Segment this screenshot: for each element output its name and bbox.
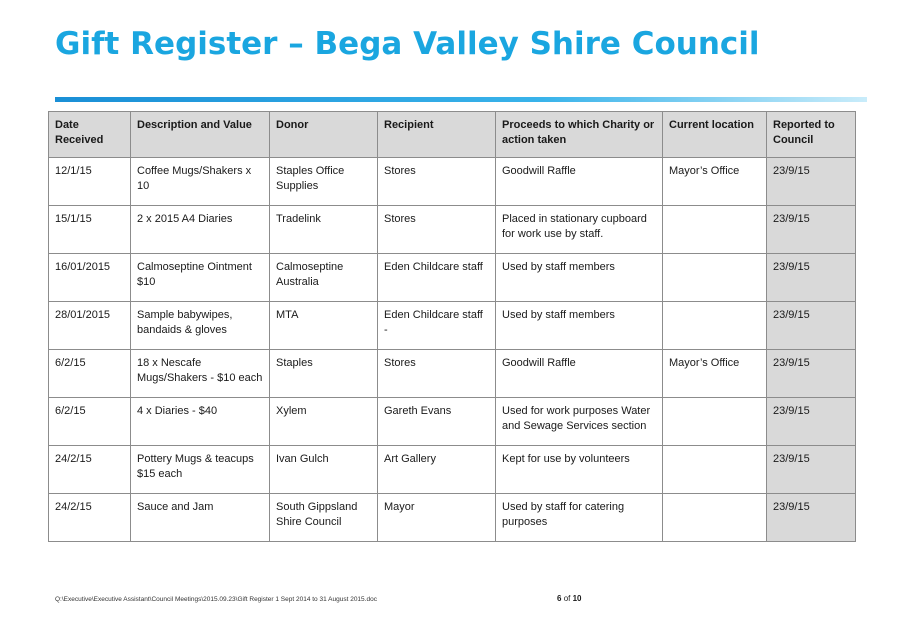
cell-proceeds-action — [496, 446, 663, 494]
cell-text: 23/9/15 — [773, 261, 810, 273]
cell-text: 28/01/2015 — [55, 309, 111, 321]
cell-date-received — [49, 398, 131, 446]
cell-description-and-value — [131, 398, 270, 446]
cell-text: 2 x 2015 A4 Diaries — [137, 213, 233, 225]
cell-text: Tradelink — [276, 213, 321, 225]
table-header-row — [49, 112, 856, 158]
cell-proceeds-action — [496, 494, 663, 542]
cell-text: 23/9/15 — [773, 309, 810, 321]
column-header-text: Date — [55, 119, 79, 131]
cell-text: Mayor’s Office — [669, 357, 740, 369]
table-row — [49, 350, 856, 398]
cell-date-received — [49, 158, 131, 206]
cell-text: Calmoseptine — [276, 261, 344, 273]
column-header-text: Recipient — [384, 119, 434, 131]
cell-text: Supplies — [276, 180, 319, 192]
page-total: 10 — [572, 594, 582, 603]
cell-text: 18 x Nescafe — [137, 357, 202, 369]
column-header-text: action taken — [502, 134, 567, 146]
cell-text: and Sewage Services section — [502, 420, 647, 432]
column-header-text: Received — [55, 134, 104, 146]
cell-text: Kept for use by volunteers — [502, 453, 630, 465]
cell-text: $15 each — [137, 468, 183, 480]
cell-recipient — [378, 350, 496, 398]
cell-text: Used by staff members — [502, 261, 615, 273]
cell-text: Pottery Mugs & teacups — [137, 453, 254, 465]
cell-current-location — [663, 494, 767, 542]
cell-recipient — [378, 302, 496, 350]
cell-text: Goodwill Raffle — [502, 165, 576, 177]
cell-text: purposes — [502, 516, 548, 528]
cell-date-received — [49, 494, 131, 542]
cell-description-and-value — [131, 446, 270, 494]
cell-text: Staples — [276, 357, 313, 369]
column-header-text: Proceeds to which Charity or — [502, 119, 655, 131]
cell-text: 16/01/2015 — [55, 261, 111, 273]
cell-description-and-value — [131, 350, 270, 398]
cell-donor — [270, 206, 378, 254]
cell-text: 23/9/15 — [773, 357, 810, 369]
cell-donor — [270, 350, 378, 398]
cell-recipient — [378, 254, 496, 302]
cell-current-location — [663, 398, 767, 446]
cell-text: Mayor — [384, 501, 415, 513]
cell-text: Used by staff for catering — [502, 501, 625, 513]
table-row — [49, 302, 856, 350]
table-row — [49, 398, 856, 446]
cell-date-received — [49, 254, 131, 302]
cell-date-received — [49, 350, 131, 398]
cell-donor — [270, 302, 378, 350]
column-header-proceeds-action — [496, 112, 663, 158]
cell-proceeds-action — [496, 302, 663, 350]
column-header-description-and-value — [131, 112, 270, 158]
cell-reported-to-council — [767, 302, 856, 350]
cell-text: 6/2/15 — [55, 357, 86, 369]
column-header-reported-to-council — [767, 112, 856, 158]
column-header-text: Council — [773, 134, 814, 146]
cell-reported-to-council — [767, 350, 856, 398]
cell-text: Gareth Evans — [384, 405, 452, 417]
cell-text: Eden Childcare staff - — [384, 309, 483, 336]
cell-text: 24/2/15 — [55, 453, 92, 465]
cell-recipient — [378, 158, 496, 206]
cell-text: Sauce and Jam — [137, 501, 214, 513]
column-header-text: Reported to — [773, 119, 835, 131]
table-body — [49, 158, 856, 542]
cell-text: Placed in stationary cupboard — [502, 213, 647, 225]
cell-text: Used for work purposes Water — [502, 405, 651, 417]
cell-recipient — [378, 446, 496, 494]
cell-proceeds-action — [496, 158, 663, 206]
cell-text: 24/2/15 — [55, 501, 92, 513]
cell-text: Calmoseptine Ointment — [137, 261, 252, 273]
column-header-date-received — [49, 112, 131, 158]
column-header-text: Donor — [276, 119, 309, 131]
cell-donor — [270, 446, 378, 494]
cell-current-location — [663, 254, 767, 302]
cell-text: Shire Council — [276, 516, 342, 528]
cell-text: Goodwill Raffle — [502, 357, 576, 369]
cell-text: Staples Office — [276, 165, 345, 177]
table-row — [49, 254, 856, 302]
cell-text: Sample babywipes, — [137, 309, 233, 321]
cell-recipient — [378, 398, 496, 446]
cell-reported-to-council — [767, 446, 856, 494]
cell-text: 12/1/15 — [55, 165, 92, 177]
cell-donor — [270, 254, 378, 302]
cell-current-location — [663, 302, 767, 350]
cell-proceeds-action — [496, 398, 663, 446]
column-header-donor — [270, 112, 378, 158]
cell-text: bandaids & gloves — [137, 324, 227, 336]
cell-text: Eden Childcare staff — [384, 261, 483, 273]
footer-file-path: Q:\Executive\Executive Assistant\Council Meetings\2015.09.23\Gift Register 1 Sept 2014 to 31 August 2015.doc — [55, 596, 377, 603]
cell-date-received — [49, 446, 131, 494]
cell-text: Coffee Mugs/Shakers x 10 — [137, 165, 252, 192]
cell-text: Art Gallery — [384, 453, 436, 465]
cell-text: Stores — [384, 357, 416, 369]
cell-text: Mayor’s Office — [669, 165, 740, 177]
gift-register-table — [48, 111, 856, 542]
cell-date-received — [49, 302, 131, 350]
cell-text: Stores — [384, 213, 416, 225]
table-row — [49, 446, 856, 494]
cell-text: MTA — [276, 309, 299, 321]
cell-current-location — [663, 206, 767, 254]
cell-text: Stores — [384, 165, 416, 177]
cell-donor — [270, 158, 378, 206]
table-row — [49, 206, 856, 254]
cell-text: 6/2/15 — [55, 405, 86, 417]
column-header-recipient — [378, 112, 496, 158]
cell-description-and-value — [131, 206, 270, 254]
page-title: Gift Register – Bega Valley Shire Council — [55, 26, 760, 62]
page-of: of — [563, 594, 571, 603]
cell-reported-to-council — [767, 254, 856, 302]
cell-text: $10 — [137, 276, 156, 288]
cell-text: 23/9/15 — [773, 453, 810, 465]
cell-reported-to-council — [767, 158, 856, 206]
cell-current-location — [663, 446, 767, 494]
cell-recipient — [378, 206, 496, 254]
cell-date-received — [49, 206, 131, 254]
cell-text: South Gippsland — [276, 501, 358, 513]
cell-proceeds-action — [496, 206, 663, 254]
cell-proceeds-action — [496, 350, 663, 398]
title-underline — [55, 97, 867, 102]
cell-description-and-value — [131, 158, 270, 206]
cell-reported-to-council — [767, 494, 856, 542]
cell-text: 4 x Diaries - $40 — [137, 405, 218, 417]
cell-reported-to-council — [767, 398, 856, 446]
cell-reported-to-council — [767, 206, 856, 254]
cell-description-and-value — [131, 494, 270, 542]
cell-text: Xylem — [276, 405, 307, 417]
cell-text: 15/1/15 — [55, 213, 92, 225]
cell-text: 23/9/15 — [773, 501, 810, 513]
cell-text: Australia — [276, 276, 319, 288]
cell-text: for work use by staff. — [502, 228, 604, 240]
column-header-current-location — [663, 112, 767, 158]
cell-description-and-value — [131, 254, 270, 302]
cell-recipient — [378, 494, 496, 542]
cell-text: 23/9/15 — [773, 213, 810, 225]
column-header-text: Current location — [669, 119, 754, 131]
footer-page-number — [557, 594, 582, 603]
cell-text: Mugs/Shakers - $10 each — [137, 372, 263, 384]
cell-donor — [270, 398, 378, 446]
cell-description-and-value — [131, 302, 270, 350]
cell-proceeds-action — [496, 254, 663, 302]
cell-text: 23/9/15 — [773, 405, 810, 417]
cell-text: 23/9/15 — [773, 165, 810, 177]
cell-current-location — [663, 350, 767, 398]
cell-current-location — [663, 158, 767, 206]
page-current: 6 — [557, 594, 562, 603]
cell-text: Used by staff members — [502, 309, 615, 321]
cell-donor — [270, 494, 378, 542]
table-row — [49, 158, 856, 206]
column-header-text: Description and Value — [137, 119, 252, 131]
table-row — [49, 494, 856, 542]
cell-text: Ivan Gulch — [276, 453, 329, 465]
